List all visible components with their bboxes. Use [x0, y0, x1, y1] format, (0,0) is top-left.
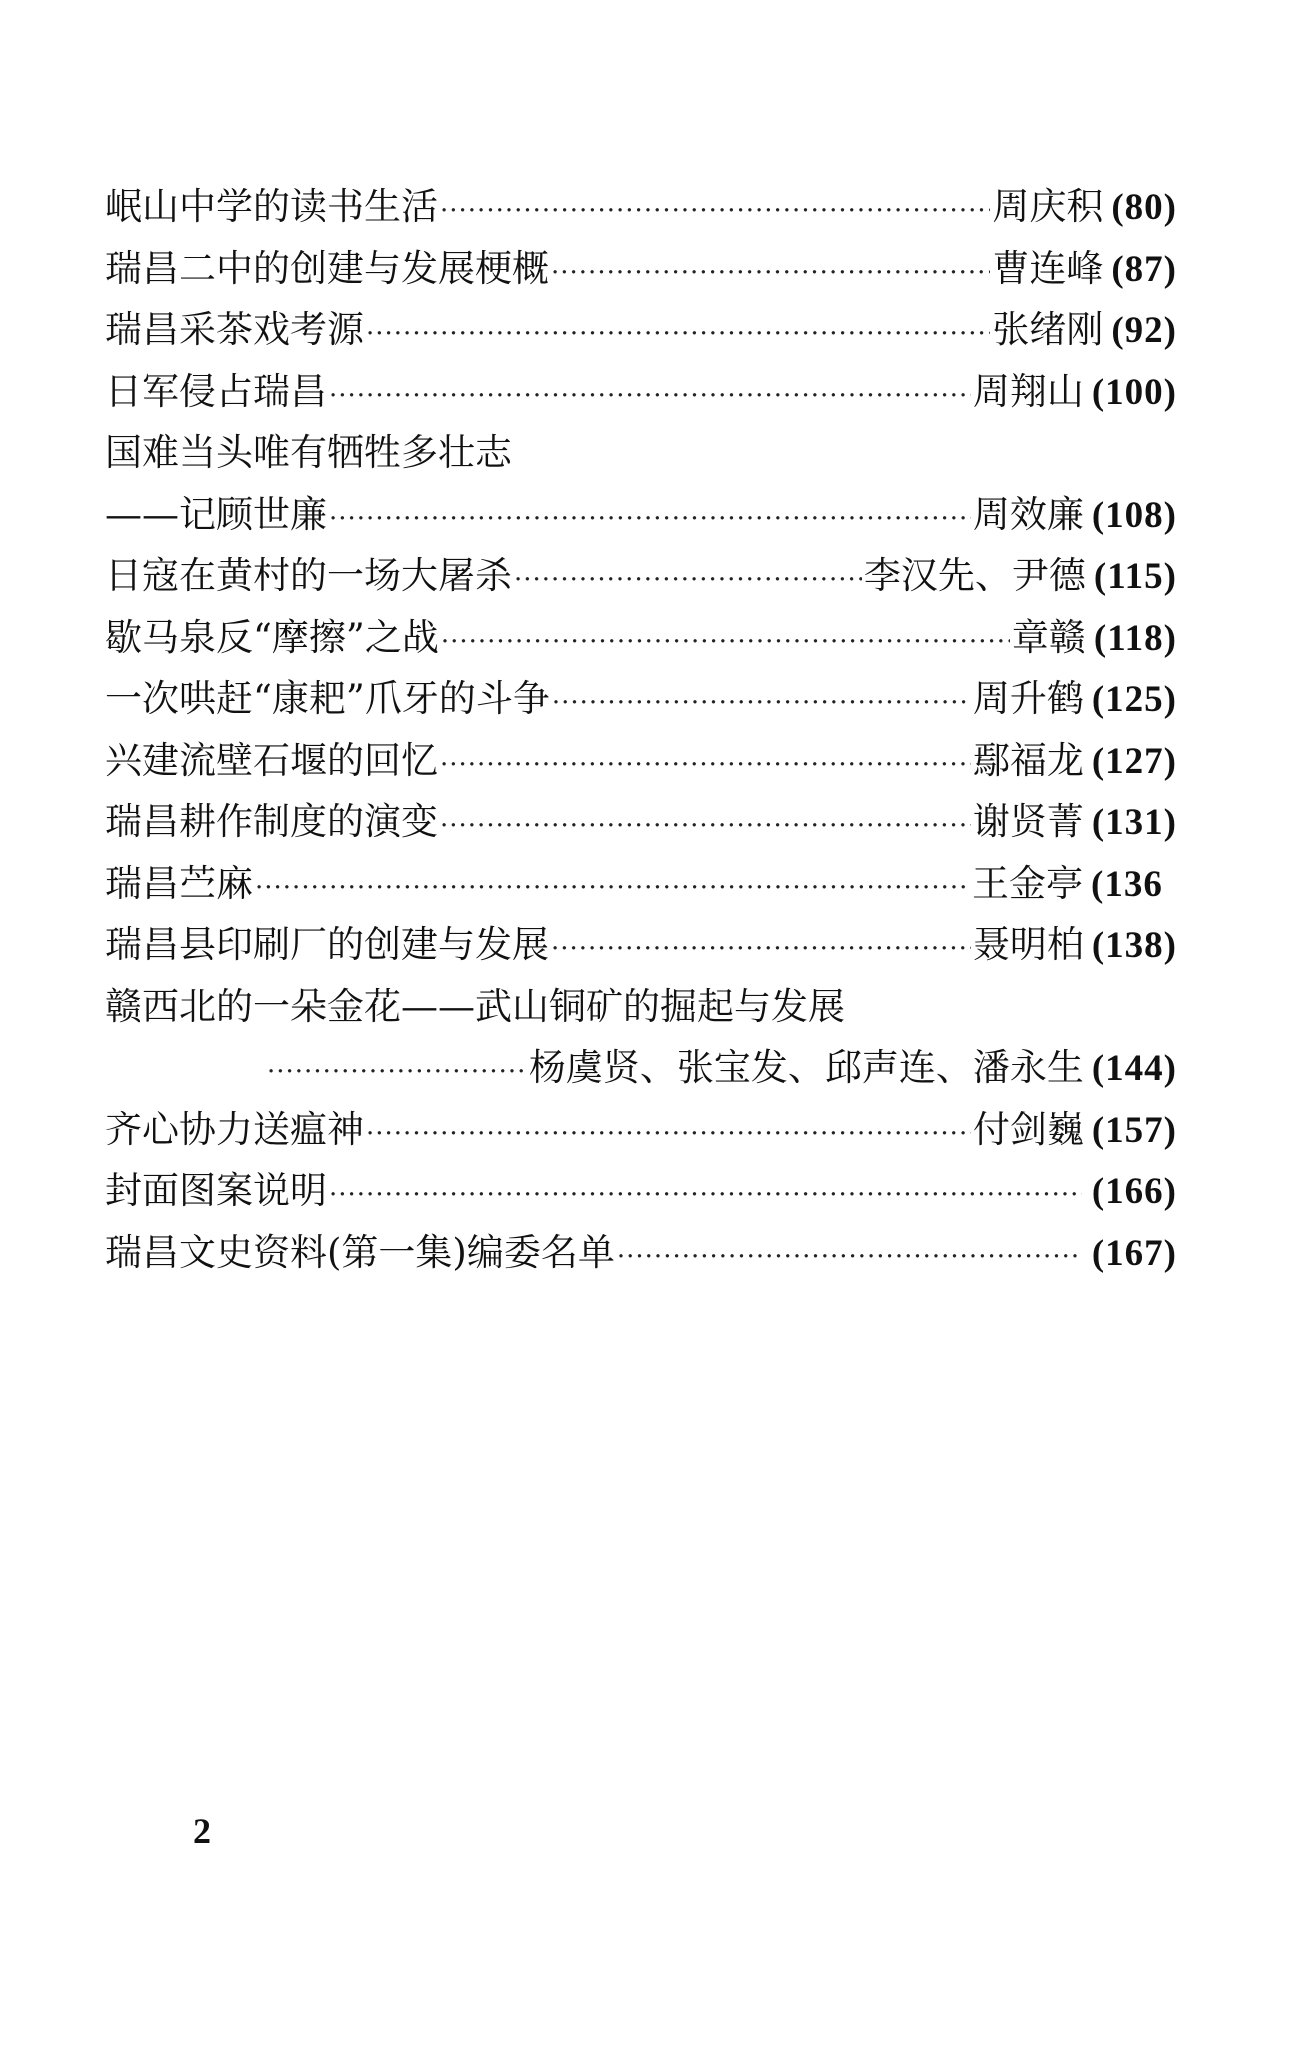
entry-author: 周翔山: [972, 369, 1084, 413]
entry-page: (87): [1111, 248, 1177, 290]
entry-title: 齐心协力送瘟神: [105, 1107, 364, 1151]
dot-leader: [255, 858, 970, 920]
toc-entry: [105, 607, 1177, 669]
dot-leader: [551, 919, 971, 981]
toc-entry: [105, 668, 1177, 730]
entry-title: 赣西北的一朵金花——武山铜矿的掘起与发展: [105, 984, 845, 1028]
toc-entry: [105, 238, 1177, 300]
toc-entry: [105, 853, 1177, 915]
entry-page: (127): [1091, 740, 1177, 782]
entry-title: 瑞昌二中的创建与发展梗概: [105, 246, 549, 290]
entry-page: (166): [1091, 1171, 1177, 1212]
entry-author: 王金亭: [972, 861, 1083, 905]
table-of-contents: [105, 176, 1177, 1283]
entry-page: (144): [1091, 1048, 1177, 1089]
dot-leader: [441, 612, 1010, 674]
dot-leader: [514, 550, 862, 612]
toc-entry: [105, 791, 1177, 853]
entry-title: 一次哄赶“康耙”爪牙的斗争: [105, 677, 550, 720]
toc-entry: [105, 361, 1177, 423]
entry-author: 章赣: [1011, 615, 1086, 659]
entry-title: ——记顾世廉: [105, 492, 327, 536]
entry-title: 日军侵占瑞昌: [105, 369, 327, 413]
dot-leader: [551, 243, 990, 305]
entry-title: 瑞昌采茶戏考源: [105, 308, 364, 351]
dot-leader: [440, 181, 990, 243]
entry-page: (80): [1111, 187, 1177, 228]
entry-page: (100): [1091, 371, 1177, 413]
entry-page: (125): [1091, 679, 1177, 720]
toc-entry: [105, 176, 1177, 238]
entry-title: 歇马泉反“摩擦”之战: [105, 615, 439, 659]
entry-title: 岷山中学的读书生活: [105, 185, 438, 228]
entry-title: 瑞昌文史资料(第一集)编委名单: [105, 1230, 615, 1274]
toc-entry: [105, 484, 1177, 546]
entry-author: 周效廉: [972, 492, 1084, 536]
dot-leader: [552, 673, 971, 735]
toc-entry: [105, 1099, 1177, 1161]
entry-page: (92): [1111, 310, 1177, 351]
entry-author: 聂明柏: [972, 923, 1084, 966]
dot-leader: [440, 796, 971, 858]
entry-page: (118): [1093, 617, 1177, 659]
dot-leader: [366, 304, 990, 366]
entry-title: 瑞昌县印刷厂的创建与发展: [105, 923, 549, 966]
entry-title: 瑞昌苎麻: [105, 861, 253, 905]
toc-entry: [105, 730, 1177, 792]
entry-title: 瑞昌耕作制度的演变: [105, 800, 438, 843]
dot-leader: [440, 735, 971, 797]
entry-author: 周庆积: [992, 185, 1104, 228]
entry-author: 张绪刚: [992, 308, 1104, 351]
toc-entry-heading: [105, 422, 1177, 484]
entry-page: (115): [1093, 556, 1177, 597]
entry-author: 付剑巍: [972, 1107, 1084, 1151]
toc-entry: [105, 1160, 1177, 1222]
entry-author: 谢贤菁: [972, 800, 1084, 843]
dot-leader: [366, 1104, 971, 1166]
dot-leader: [267, 1042, 527, 1104]
entry-title: 国难当头唯有牺牲多壮志: [105, 431, 512, 474]
entry-author: 鄢福龙: [972, 738, 1084, 782]
entry-page: (157): [1091, 1109, 1177, 1151]
toc-entry: [105, 545, 1177, 607]
entry-author: 曹连峰: [992, 246, 1104, 290]
entry-page: (136: [1091, 863, 1163, 905]
entry-author: 杨虞贤、张宝发、邱声连、潘永生: [528, 1046, 1084, 1089]
toc-entry: [105, 1222, 1177, 1284]
entry-page: (108): [1091, 494, 1177, 536]
dot-leader: [617, 1227, 1082, 1289]
entry-page: (131): [1091, 802, 1177, 843]
entry-author: 周升鹤: [972, 677, 1084, 720]
entry-page: (138): [1091, 925, 1177, 966]
entry-title: 封面图案说明: [105, 1169, 327, 1212]
entry-page: (167): [1091, 1232, 1177, 1274]
entry-title: 兴建流壁石堰的回忆: [105, 738, 438, 782]
entry-title: 日寇在黄村的一场大屠杀: [105, 554, 512, 597]
dot-leader: [329, 366, 971, 428]
dot-leader: [329, 489, 971, 551]
entry-author: 李汉先、尹德: [863, 554, 1086, 597]
toc-entry: [105, 1037, 1177, 1099]
dot-leader: [329, 1165, 1082, 1227]
toc-entry: [105, 914, 1177, 976]
page-number: 2: [193, 1811, 211, 1851]
toc-entry-heading: [105, 976, 1177, 1038]
toc-entry: [105, 299, 1177, 361]
